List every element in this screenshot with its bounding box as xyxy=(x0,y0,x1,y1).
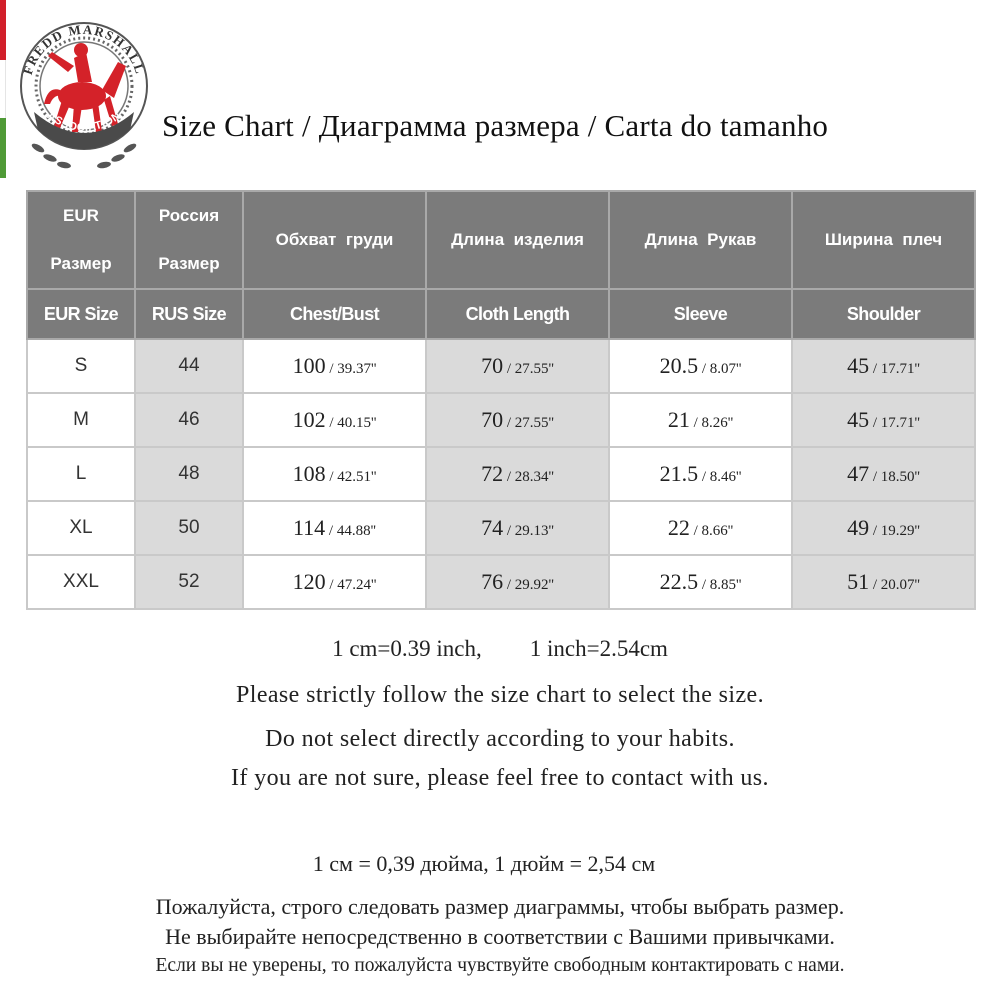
sleeve-cell xyxy=(609,501,792,555)
rus-size-cell: 46 xyxy=(135,393,243,447)
chest-cm: 100 xyxy=(292,353,326,378)
sleeve-cm: 22.5 xyxy=(659,569,699,594)
header-rus-size: RUS Size xyxy=(135,289,243,339)
rus-size-cell: 44 xyxy=(135,339,243,393)
chest-inch: / 47.24'' xyxy=(325,577,377,593)
size-chart-table xyxy=(26,190,976,610)
sleeve-inch: / 8.26'' xyxy=(689,415,734,431)
shoulder-cm: 45 xyxy=(847,407,870,432)
eur-size-cell: XL xyxy=(27,501,135,555)
chest-cell xyxy=(243,447,426,501)
header-row-ru xyxy=(27,191,975,289)
sleeve-cm: 21 xyxy=(667,407,690,432)
header-eur-size: EUR Size xyxy=(27,289,135,339)
shoulder-cm: 51 xyxy=(847,569,870,594)
chest-cell xyxy=(243,339,426,393)
shoulder-cm: 49 xyxy=(847,515,870,540)
rus-size-cell: 48 xyxy=(135,447,243,501)
chest-cell xyxy=(243,393,426,447)
eur-size-cell: S xyxy=(27,339,135,393)
length-inch: / 29.13'' xyxy=(503,523,554,539)
header-label: EUR xyxy=(63,206,99,225)
eur-size-cell: M xyxy=(27,393,135,447)
shoulder-cell xyxy=(792,447,975,501)
svg-text:FREDD MARSHALL: FREDD MARSHALL xyxy=(19,21,149,77)
chest-inch: / 44.88'' xyxy=(325,523,376,539)
chest-inch: / 39.37'' xyxy=(325,361,377,377)
eur-size-cell: XXL xyxy=(27,555,135,609)
sleeve-inch: / 8.85'' xyxy=(698,577,742,593)
table-row xyxy=(27,555,975,609)
eur-size-cell: L xyxy=(27,447,135,501)
header-sleeve-ru: Длина Рукав xyxy=(609,191,792,289)
header-sleeve: Sleeve xyxy=(609,289,792,339)
length-cm: 70 xyxy=(481,353,504,378)
shoulder-cm: 47 xyxy=(847,461,870,486)
header-length-ru: Длина изделия xyxy=(426,191,609,289)
chest-cell xyxy=(243,501,426,555)
sleeve-inch: / 8.66'' xyxy=(689,523,734,539)
length-cm: 70 xyxy=(481,407,504,432)
header-shoulder: Shoulder xyxy=(792,289,975,339)
chest-inch: / 40.15'' xyxy=(325,415,377,431)
shoulder-inch: / 20.07'' xyxy=(869,577,920,593)
table-row xyxy=(27,393,975,447)
cm-to-inch: 1 cm=0.39 inch, xyxy=(332,636,482,661)
conversion-note-en xyxy=(0,636,1000,662)
svg-text:ASSOCIATION: ASSOCIATION xyxy=(44,109,124,135)
sleeve-inch: / 8.07'' xyxy=(698,361,742,377)
sleeve-cm: 22 xyxy=(667,515,690,540)
header-shoulder-ru: Ширина плеч xyxy=(792,191,975,289)
table-row xyxy=(27,447,975,501)
follow-chart-note-ru: Пожалуйста, строго следовать размер диаграммы, чтобы выбрать размер. xyxy=(155,894,845,919)
shoulder-inch: / 19.29'' xyxy=(869,523,920,539)
brand-logo xyxy=(8,0,160,178)
length-cell xyxy=(426,501,609,555)
shoulder-cm: 45 xyxy=(847,353,870,378)
sleeve-inch: / 8.46'' xyxy=(698,469,742,485)
length-inch: / 28.34'' xyxy=(503,469,554,485)
rus-size-cell: 50 xyxy=(135,501,243,555)
conversion-note-ru: 1 см = 0,39 дюйма, 1 дюйм = 2,54 см xyxy=(312,851,656,876)
sleeve-cell xyxy=(609,447,792,501)
habits-note-en: Do not select directly according to your habits. xyxy=(265,726,735,752)
chest-cm: 114 xyxy=(292,515,326,540)
length-cell xyxy=(426,393,609,447)
shoulder-cell xyxy=(792,339,975,393)
length-inch: / 27.55'' xyxy=(503,415,554,431)
sleeve-cm: 21.5 xyxy=(659,461,699,486)
sleeve-cell xyxy=(609,555,792,609)
header-rus-size-ru xyxy=(135,191,243,289)
table-row xyxy=(27,339,975,393)
habits-note-ru: Не выбирайте непосредственно в соответствии с Вашими привычками. xyxy=(165,924,835,949)
chest-cm: 108 xyxy=(292,461,326,486)
chest-cm: 120 xyxy=(292,569,326,594)
chest-cell xyxy=(243,555,426,609)
shoulder-inch: / 18.50'' xyxy=(869,469,920,485)
length-cm: 74 xyxy=(481,515,504,540)
header-row-en xyxy=(27,289,975,339)
length-cm: 76 xyxy=(481,569,504,594)
page-title: Size Chart / Диаграмма размера / Carta do tamanho xyxy=(162,108,829,143)
header-label: Россия xyxy=(158,206,220,225)
length-cell xyxy=(426,339,609,393)
header-chest: Chest/Bust xyxy=(243,289,426,339)
header-eur-size-ru xyxy=(27,191,135,289)
table-row xyxy=(27,501,975,555)
length-cell xyxy=(426,555,609,609)
rus-size-cell: 52 xyxy=(135,555,243,609)
sleeve-cell xyxy=(609,339,792,393)
contact-note-ru: Если вы не уверены, то пожалуйста чувствуйте свободным контактировать с нами. xyxy=(155,955,845,976)
length-cell xyxy=(426,447,609,501)
chest-inch: / 42.51'' xyxy=(325,469,377,485)
shoulder-cell xyxy=(792,393,975,447)
length-cm: 72 xyxy=(481,461,504,486)
length-inch: / 27.55'' xyxy=(503,361,554,377)
chest-cm: 102 xyxy=(292,407,326,432)
sleeve-cell xyxy=(609,393,792,447)
shoulder-cell xyxy=(792,501,975,555)
shoulder-cell xyxy=(792,555,975,609)
header-chest-ru: Обхват груди xyxy=(243,191,426,289)
shoulder-inch: / 17.71'' xyxy=(869,415,920,431)
sleeve-cm: 20.5 xyxy=(659,353,699,378)
contact-note-en: If you are not sure, please feel free to contact with us. xyxy=(231,765,769,791)
header-label: Размер xyxy=(158,254,220,273)
header-label: Размер xyxy=(50,254,112,273)
shoulder-inch: / 17.71'' xyxy=(869,361,920,377)
header-length: Cloth Length xyxy=(426,289,609,339)
follow-chart-note-en: Please strictly follow the size chart to select the size. xyxy=(236,682,764,708)
length-inch: / 29.92'' xyxy=(503,577,554,593)
inch-to-cm: 1 inch=2.54cm xyxy=(529,636,668,661)
flag-stripe xyxy=(0,0,6,178)
